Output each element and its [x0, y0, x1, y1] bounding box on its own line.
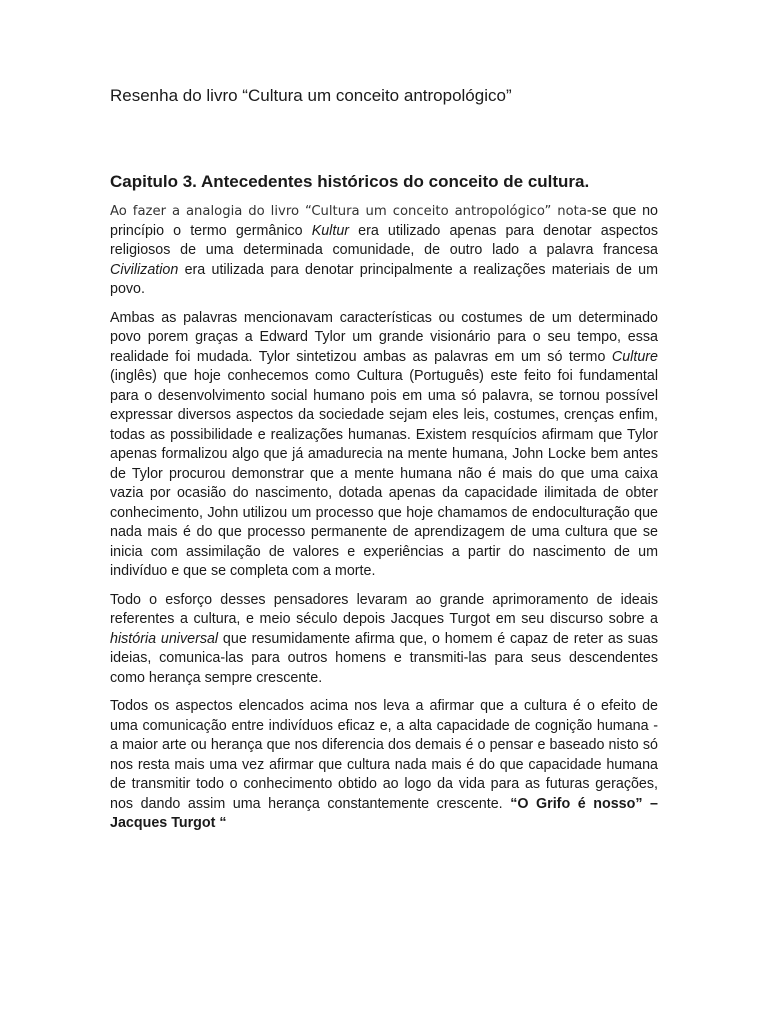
- chapter-title: Capitulo 3. Antecedentes históricos do conceito de cultura.: [110, 172, 590, 191]
- paragraph-3-text-a: Todo o esforço desses pensadores levaram ao grande aprimoramento de ideais referentes a cultura, e meio século depois Jacques Turgot em seu discurso sobre a: [110, 591, 658, 627]
- term-culture: Culture: [611, 348, 658, 365]
- paragraph-2: [110, 309, 658, 582]
- term-kultur: Kultur: [311, 222, 350, 239]
- paragraph-1-lead: Ao fazer a analogia do livro “Cultura um conceito antropológico” nota: [110, 204, 587, 219]
- term-historia-universal: história universal: [110, 630, 219, 647]
- body-text: [110, 202, 658, 843]
- paragraph-1-text-b: era utilizado apenas para denotar aspectos religiosos de uma determinada comunidade, de outro lado a palavra francesa: [110, 222, 658, 258]
- paragraph-3-text-b: que resumidamente afirma que, o homem é capaz de reter as suas ideias, comunica-las para outros homens e transmiti-las para seus descendentes como herança sempre crescente.: [110, 630, 658, 686]
- paragraph-2-text-b: (inglês) que hoje conhecemos como Cultura (Português) este feito foi fundamental para o desenvolvimento social humano pois em uma só palavra, se tornou possível expressar diversos aspectos da sociedade sejam eles leis, costumes, crenças enfim, todas as possibilidade e realizações humanas. Existem resquícios afirmam que Tylor apenas formalizou algo que já amadurecia na mente humana, John Locke bem antes de Tylor procurou demonstrar que a mente humana não é mais do que uma caixa vazia por ocasião do nascimento, dotada apenas da capacidade ilimitada de obter conhecimento, John utilizou um processo que hoje chamamos de endoculturação que nada mais é do que processo permanente de aprendizagem de uma cultura que se inicia com assimilação de valores e experiências a partir do nascimento de um indivíduo e que se completa com a morte.: [110, 368, 658, 579]
- paragraph-1-text-a: -se que no princípio o termo germânico: [110, 203, 659, 239]
- paragraph-4: [110, 697, 658, 834]
- document-page: [110, 84, 659, 831]
- paragraph-1-text-c: era utilizada para denotar principalmente a realizações materiais de um povo.: [110, 261, 658, 297]
- paragraph-1: [110, 202, 658, 300]
- closing-quote: “O Grifo é nosso” – Jacques Turgot “: [110, 795, 658, 831]
- term-civilization: Civilization: [110, 261, 179, 278]
- document-title: Resenha do livro “Cultura um conceito antropológico”: [110, 86, 512, 105]
- paragraph-2-text-a: Ambas as palavras mencionavam características ou costumes de um determinado povo porem graças a Edward Tylor um grande visionário para o seu tempo, essa realidade foi mudada. Tylor sintetizou ambas as palavras em um só termo: [110, 309, 658, 365]
- paragraph-4-text-a: Todos os aspectos elencados acima nos leva a afirmar que a cultura é o efeito de uma comunicação entre indivíduos eficaz e, a alta capacidade de cognição humana - a maior arte ou herança que nos diferencia dos demais é o pensar e baseado nisto só nos resta mais uma vez afirmar que cultura nada mais é do que capacidade humana de transmitir todo o conhecimento obtido ao logo da vida para as futuras gerações, nos dando assim uma herança constantemente crescente.: [110, 698, 658, 812]
- paragraph-3: [110, 591, 658, 689]
